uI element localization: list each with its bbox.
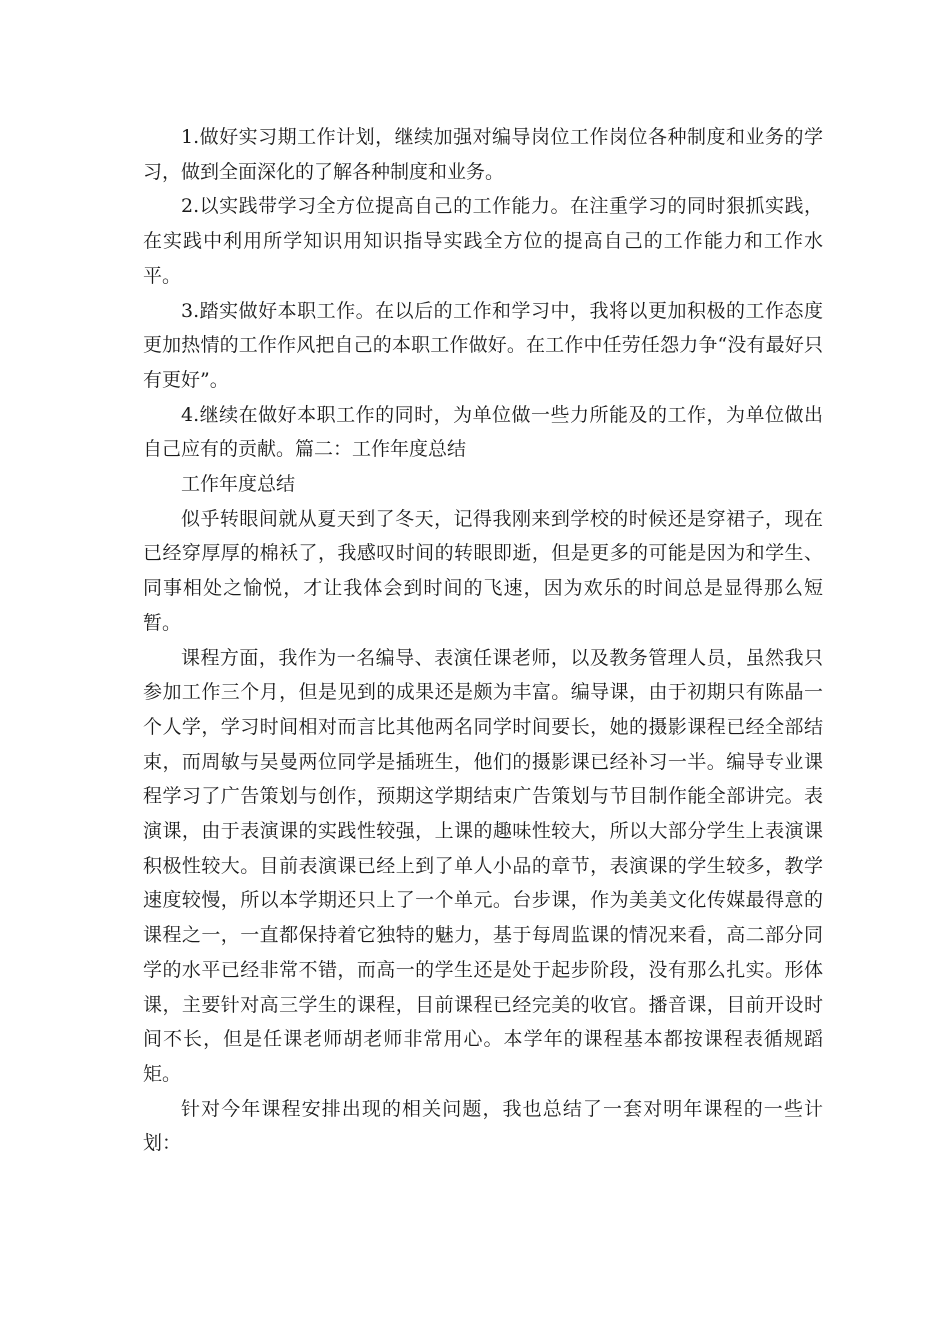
- paragraph-plan-1: 1.做好实习期工作计划，继续加强对编导岗位工作岗位各种制度和业务的学习，做到全面深化的了解各种制度和业务。: [143, 126, 823, 183]
- paragraph-courses: 课程方面，我作为一名编导、表演任课老师，以及教务管理人员，虽然我只参加工作三个月，但是见到的成果还是颇为丰富。编导课，由于初期只有陈晶一个人学，学习时间相对而言比其他两名同学时间要长，她的摄影课程已经全部结束，而周敏与吴曼两位同学是插班生，他们的摄影课已经补习一半。编导专业课程学习了广告策划与创作，预期这学期结束广告策划与节目制作能全部讲完。表演课，由于表演课的实践性较强，上课的趣味性较大，所以大部分学生上表演课积极性较大。目前表演课已经上到了单人小品的章节，表演课的学生较多，教学速度较慢，所以本学期还只上了一个单元。台步课，作为美美文化传媒最得意的课程之一，一直都保持着它独特的魅力，基于每周监课的情况来看，高二部分同学的水平已经非常不错，而高一的学生还是处于起步阶段，没有那么扎实。形体课，主要针对高三学生的课程，目前课程已经完美的收官。播音课，目前开设时间不长，但是任课老师胡老师非常用心。本学年的课程基本都按课程表循规蹈矩。: [143, 646, 823, 1085]
- paragraph-plan-3: 3.踏实做好本职工作。在以后的工作和学习中，我将以更加积极的工作态度更加热情的工作作风把自己的本职工作做好。在工作中任劳任怨力争“没有最好只有更好”。: [143, 299, 823, 391]
- paragraph-intro: 似乎转眼间就从夏天到了冬天，记得我刚来到学校的时候还是穿裙子，现在已经穿厚厚的棉袄了，我感叹时间的转眼即逝，但是更多的可能是因为和学生、同事相处之愉悦，才让我体会到时间的飞速，因为欢乐的时间总是显得那么短暂。: [143, 507, 823, 634]
- document-body: [143, 120, 823, 1161]
- paragraph-next-year-plan: 针对今年课程安排出现的相关问题，我也总结了一套对明年课程的一些计划：: [143, 1097, 823, 1155]
- paragraph-plan-2: 2.以实践带学习全方位提高自己的工作能力。在注重学习的同时狠抓实践，在实践中利用所学知识用知识指导实践全方位的提高自己的工作能力和工作水平。: [143, 195, 823, 287]
- paragraph-plan-4: 4.继续在做好本职工作的同时，为单位做一些力所能及的工作，为单位做出自己应有的贡献。篇二：工作年度总结: [143, 403, 823, 461]
- section-heading: 工作年度总结: [181, 473, 296, 496]
